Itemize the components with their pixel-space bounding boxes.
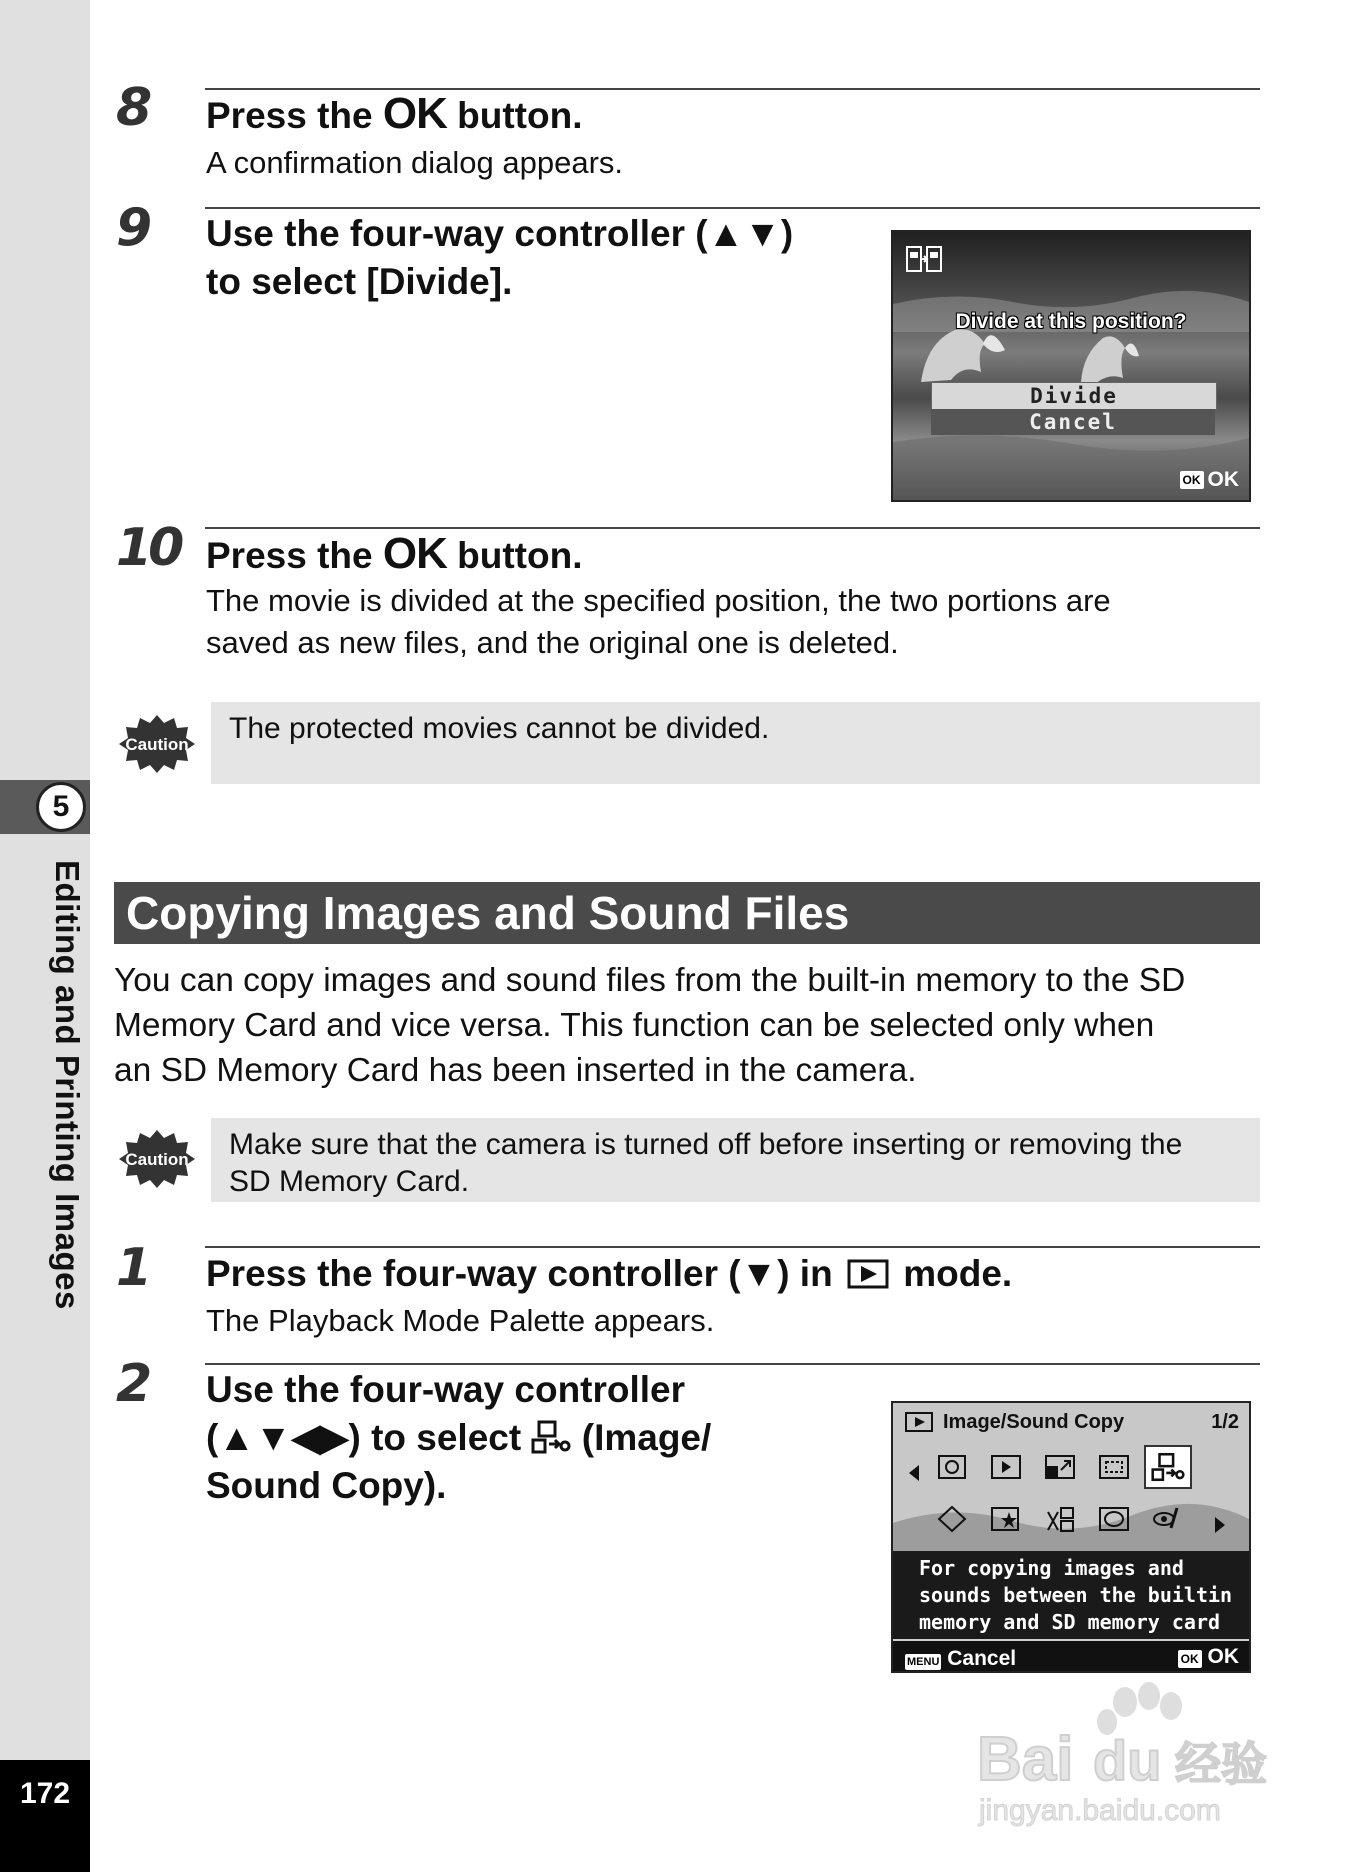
step-heading-text: Press the <box>206 535 373 576</box>
palette-item[interactable] <box>1036 1497 1084 1541</box>
description-line: For copying images and <box>919 1556 1184 1580</box>
camera-screen-palette <box>891 1401 1251 1673</box>
playback-mode-icon <box>905 1412 933 1432</box>
palette-page-indicator: 1/2 <box>1211 1411 1239 1433</box>
step-heading-text: (▲▼◀▶) to select <box>206 1417 522 1458</box>
step-number: 2 <box>116 1354 149 1414</box>
baidu-jingyan-watermark-logo <box>975 1680 1285 1830</box>
step-body: The Playback Mode Palette appears. <box>206 1303 715 1338</box>
svg-text:jingyan.baidu.com: jingyan.baidu.com <box>979 1794 1221 1827</box>
rotate-icon <box>935 1504 969 1534</box>
palette-item[interactable] <box>1090 1445 1138 1489</box>
menu-badge-icon: MENU <box>907 1656 940 1668</box>
step-number: 10 <box>116 518 181 578</box>
cancel-option[interactable]: Cancel <box>931 409 1215 435</box>
digital-filter-icon <box>989 1504 1023 1534</box>
step-heading-line <box>206 1414 711 1462</box>
step-body-line: The movie is divided at the specified position, the two portions are <box>206 583 1111 618</box>
palette-item[interactable] <box>1036 1445 1084 1489</box>
slideshow-icon <box>989 1452 1023 1482</box>
step-heading-line: Sound Copy). <box>206 1465 447 1506</box>
dialog-question: Divide at this position? <box>955 310 1187 333</box>
ok-label: OK <box>1207 468 1239 491</box>
step-heading <box>206 530 582 580</box>
image-sound-copy-icon <box>1151 1450 1185 1484</box>
step-divider <box>205 1246 1260 1248</box>
ok-button-glyph: OK <box>382 529 447 578</box>
step-heading-text: (Image/ <box>581 1417 712 1458</box>
step-heading-line: Use the four-way controller (▲▼) <box>206 213 794 254</box>
ok-label: OK <box>1207 1645 1239 1668</box>
step-heading-text: button. <box>457 535 583 576</box>
intro-line: Memory Card and vice versa. This function can be selected only when <box>114 1007 1155 1044</box>
caution-text: SD Memory Card. <box>229 1165 470 1198</box>
palette-item[interactable] <box>928 1445 976 1489</box>
step-heading-text: Press the <box>206 95 373 136</box>
section-title: Copying Images and Sound Files <box>126 887 850 939</box>
palette-item[interactable] <box>982 1445 1030 1489</box>
step-divider <box>205 1363 1260 1365</box>
divide-option[interactable]: Divide <box>931 382 1217 410</box>
step-heading-text: button. <box>457 95 583 136</box>
palette-grid <box>928 1445 1190 1553</box>
dolphin-photo <box>893 232 1249 500</box>
playback-mode-icon <box>847 1259 889 1289</box>
step-number: 9 <box>116 198 149 258</box>
caution-note <box>211 1118 1260 1202</box>
intro-line: an SD Memory Card has been inserted in the camera. <box>114 1052 917 1089</box>
chapter-title: Editing and Printing Images <box>49 860 86 1310</box>
caution-text: Make sure that the camera is turned off before inserting or removing the <box>229 1128 1183 1161</box>
palette-description <box>893 1551 1249 1639</box>
intro-line: You can copy images and sound files from the built-in memory to the SD <box>114 962 1186 999</box>
svg-text:Bai: Bai <box>977 1725 1074 1794</box>
movie-edit-icon <box>905 244 945 274</box>
menu-cancel-control[interactable] <box>905 1647 1016 1671</box>
svg-text:Caution: Caution <box>125 735 189 754</box>
resize-icon <box>1043 1452 1077 1482</box>
cancel-label: Cancel <box>947 1647 1017 1670</box>
caution-icon <box>118 1128 196 1190</box>
ok-badge-icon: OK <box>1180 471 1204 489</box>
step-heading-line: Use the four-way controller <box>206 1369 686 1410</box>
chapter-number: 5 <box>36 782 86 832</box>
section-intro <box>114 958 1264 1093</box>
section-header <box>114 882 1260 944</box>
caution-note <box>211 702 1260 784</box>
step-heading <box>206 210 793 306</box>
camera-screen-divide <box>891 230 1251 502</box>
image-sound-copy-icon <box>531 1420 571 1454</box>
step-body: A confirmation dialog appears. <box>206 145 624 180</box>
scroll-left-icon[interactable] <box>907 1463 921 1483</box>
step-heading <box>206 1366 711 1510</box>
description-line: memory and SD memory card <box>919 1610 1221 1634</box>
palette-title: Image/Sound Copy <box>943 1411 1125 1433</box>
palette-item[interactable] <box>982 1497 1030 1541</box>
step-heading-text: Press the four-way controller (▼) in <box>206 1253 833 1294</box>
red-eye-edit-icon <box>1151 1504 1185 1534</box>
ok-button-glyph: OK <box>382 89 447 138</box>
frame-composite-icon <box>1097 1504 1131 1534</box>
palette-title-bar <box>905 1409 1239 1435</box>
description-line: sounds between the builtin <box>919 1583 1233 1607</box>
step-body <box>206 580 1111 664</box>
movie-edit-icon <box>1043 1504 1077 1534</box>
scroll-right-icon[interactable] <box>1213 1515 1227 1535</box>
step-heading <box>206 90 582 140</box>
ok-control[interactable] <box>1178 1645 1239 1669</box>
palette-footer <box>893 1641 1249 1671</box>
ok-badge-icon: OK <box>1178 1650 1202 1668</box>
palette-item[interactable] <box>1090 1497 1138 1541</box>
step-heading-line: to select [Divide]. <box>206 261 513 302</box>
step-heading-text: mode. <box>903 1253 1013 1294</box>
cropping-icon <box>1097 1452 1131 1482</box>
step-divider <box>205 527 1260 529</box>
step-divider <box>205 207 1260 209</box>
svg-text:经验: 经验 <box>1175 1737 1267 1791</box>
caution-text: The protected movies cannot be divided. <box>229 712 770 745</box>
ok-indicator <box>1180 468 1240 492</box>
page-number: 172 <box>0 1760 90 1872</box>
svg-text:du: du <box>1093 1729 1162 1792</box>
step-number: 1 <box>116 1238 149 1298</box>
svg-text:Caution: Caution <box>125 1150 189 1169</box>
caution-icon <box>118 713 196 775</box>
palette-item[interactable] <box>1144 1497 1192 1541</box>
step-heading <box>206 1250 1012 1298</box>
step-number: 8 <box>116 78 149 138</box>
step-body-line: saved as new files, and the original one is deleted. <box>206 625 899 660</box>
palette-item[interactable] <box>928 1497 976 1541</box>
image-rotation-icon <box>935 1452 969 1482</box>
palette-item-image-sound-copy[interactable] <box>1144 1445 1192 1489</box>
